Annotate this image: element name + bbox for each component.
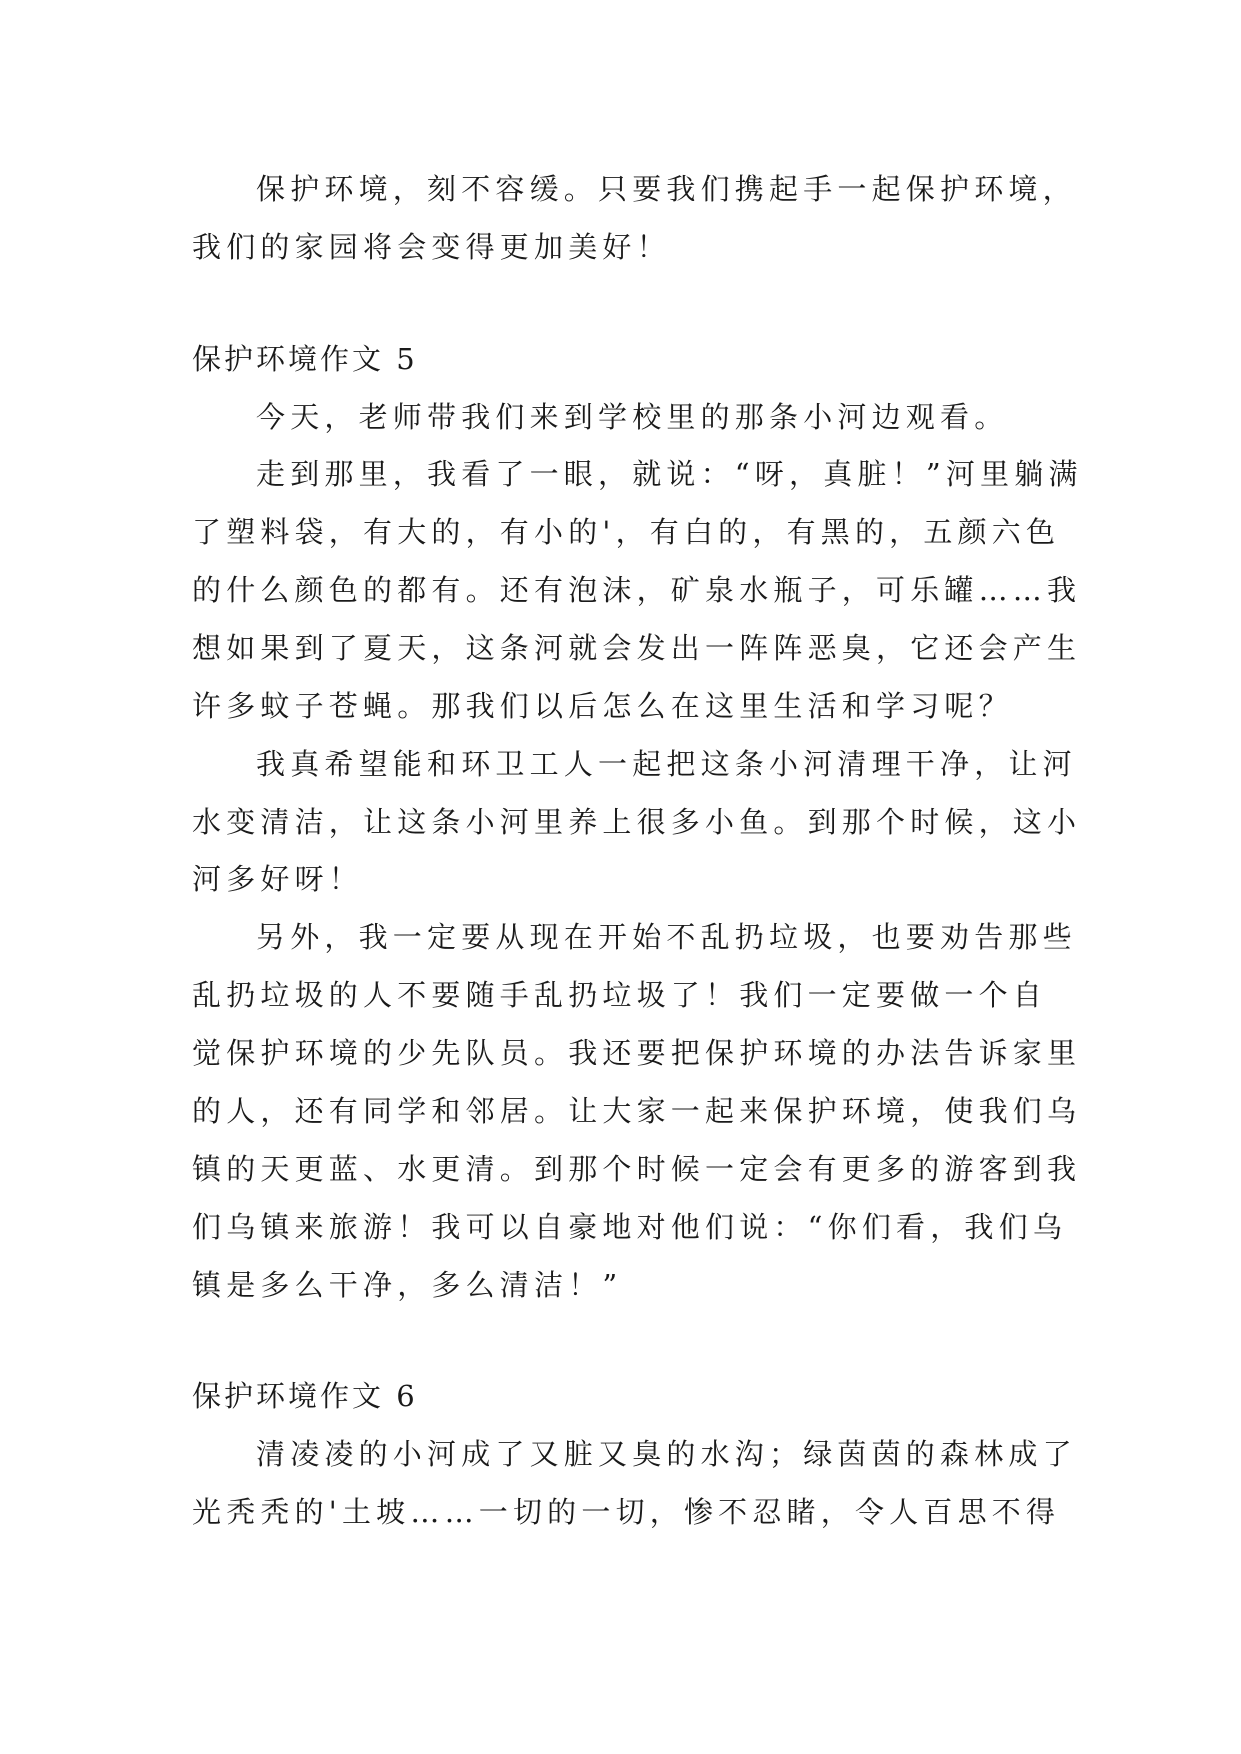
paragraph-line: 们乌镇来旅游！我可以自豪地对他们说：“你们看，我们乌 [192,1210,1068,1244]
section-heading-6: 保护环境作文 6 [192,1379,418,1413]
paragraph-line: 我们的家园将会变得更加美好！ [192,230,671,264]
paragraph-line: 镇的天更蓝、水更清。到那个时候一定会有更多的游客到我 [192,1152,1082,1186]
paragraph-line: 河多好呀！ [192,862,364,896]
paragraph-line: 的什么颜色的都有。还有泡沫，矿泉水瓶子，可乐罐……我 [192,573,1082,607]
paragraph-line: 觉保护环境的少先队员。我还要把保护环境的办法告诉家里 [192,1036,1082,1070]
section-heading-5: 保护环境作文 5 [192,342,418,376]
paragraph-line: 镇是多么干净，多么清洁！” [192,1268,623,1302]
paragraph-line: 水变清洁，让这条小河里养上很多小鱼。到那个时候，这小 [192,805,1082,839]
paragraph-line: 的人，还有同学和邻居。让大家一起来保护环境，使我们乌 [192,1094,1082,1128]
paragraph-line: 乱扔垃圾的人不要随手乱扔垃圾了！我们一定要做一个自 [192,978,1048,1012]
paragraph-line: 想如果到了夏天，这条河就会发出一阵阵恶臭，它还会产生 [192,631,1082,665]
paragraph-line: 保护环境，刻不容缓。只要我们携起手一起保护环境， [256,172,1077,206]
paragraph-line: 许多蚊子苍蝇。那我们以后怎么在这里生活和学习呢？ [192,689,1013,723]
paragraph-line: 光秃秃的'土坡……一切的一切，惨不忍睹，令人百思不得 [192,1495,1061,1529]
paragraph-line: 我真希望能和环卫工人一起把这条小河清理干净，让河 [256,747,1077,781]
paragraph-line: 了塑料袋，有大的，有小的'，有白的，有黑的，五颜六色 [192,515,1061,549]
paragraph-line: 走到那里，我看了一眼，就说：“呀，真脏！”河里躺满 [256,457,1083,491]
paragraph-line: 清凌凌的小河成了又脏又臭的水沟；绿茵茵的森林成了 [256,1437,1077,1471]
paragraph-line: 今天，老师带我们来到学校里的那条小河边观看。 [256,400,1009,434]
paragraph-line: 另外，我一定要从现在开始不乱扔垃圾，也要劝告那些 [256,920,1077,954]
